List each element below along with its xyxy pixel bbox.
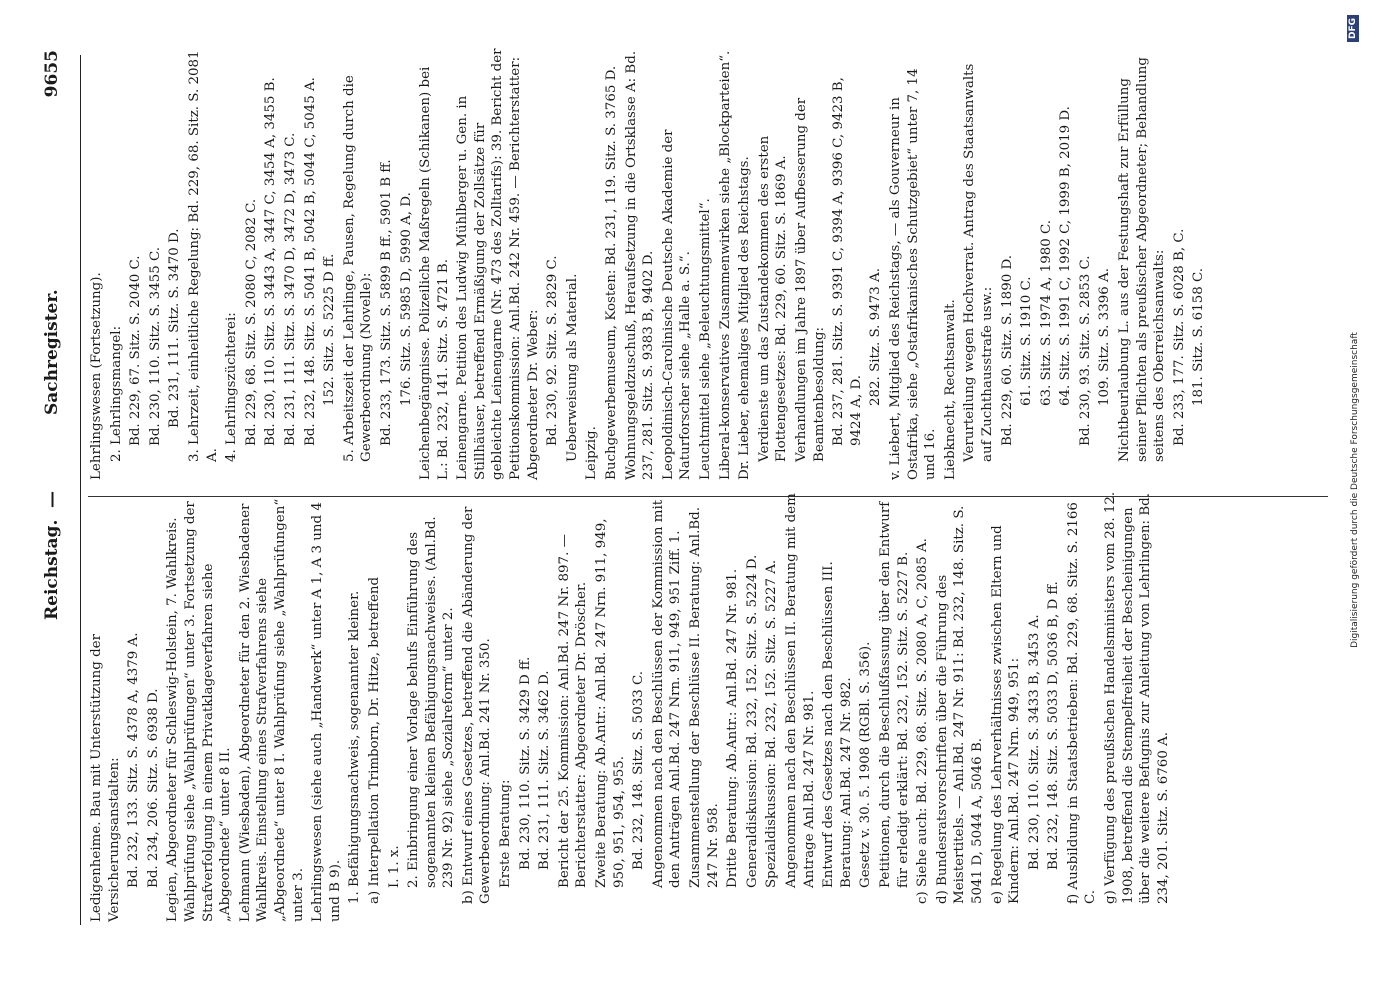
right-column-entry: Leichenbegängnisse. Polizeiliche Maßregeln (Schikanen) bei L.: Bd. 232, 141. Sitz. S. 4721 B. <box>418 66 451 480</box>
right-column-entry: Liebknecht, Rechtsanwalt. <box>942 299 958 480</box>
left-column-entry: Lehmann (Wiesbaden), Abgeordneter für den 2. Wiesbadener Wahlkreis. Einstellung eines Strafverfahrens siehe „Abgeordnete“ unter 8 I. Wahlprüfung siehe „Wahlprüfungen“ unter 3. <box>237 498 306 922</box>
left-column-entry: d) Bundesratsvorschriften über die Führung des Meistertitels. — Anl.Bd. 247 Nr. 911: Bd. 232, 148. Sitz. S. 5041 D, 5044 A, 5046 B. <box>934 505 985 904</box>
right-column-entry: Wohnungsgeldzuschuß, Heraufsetzung in die Ortsklasse A: Bd. 237, 281. Sitz. S. 9383 B, 9402 D. <box>623 50 657 480</box>
left-column-entry: Bd. 232, 133. Sitz. S. 4378 A, 4379 A. <box>126 632 142 888</box>
right-column-entry: Nichtbeurlaubung L. aus der Festungshaft zur Erfüllung seiner Pflichten als preußischer Abgeordneter; Behandlung seitens des Oberreichsanwalts: <box>1117 56 1168 462</box>
right-column-entry: Bd. 230, 93. Sitz. S. 2853 C. <box>1077 255 1093 446</box>
right-column-entry: Bd. 229, 68. Sitz. S. 2080 C, 2082 C. <box>243 198 259 446</box>
left-column-entry: Gesetz v. 30. 5. 1908 (RGBl. S. 356). <box>858 641 874 888</box>
right-column-entry: Liberal-konservatives Zusammenwirken siehe „Blockparteien“. <box>717 50 733 480</box>
right-column-entry: 181. Sitz. S. 6158 C. <box>1191 267 1207 406</box>
left-column-entry: e) Regelung des Lehrverhältnisses zwischen Eltern und Kindern: Anl.Bd. 247 Nrn. 949, 951: <box>989 525 1023 904</box>
right-column-entry: Leinengarne. Petition des Ludwig Mühlberger u. Gen. in Stillhäuser, betreffend Ermäßigung der Zollsätze für gebleichte Leinengarne (Nr. 473 des Zolltarifs): 39. Bericht der Petitionskommission: Anl.Bd. 242 Nr. 459. — Berichterstatter: Abgeordneter Dr. Weber: <box>455 48 541 480</box>
right-column-entry: 282. Sitz. S. 9473 A. <box>868 268 884 406</box>
left-column-entry: Ledigenheime. Bau mit Unterstützung der Versicherungsanstalten: <box>89 634 122 922</box>
left-column-entry: Spezialdiskussion: Bd. 232, 152. Sitz. S. 5227 A. <box>764 559 780 888</box>
left-column-entry: Dritte Beratung: Ab.Antr.: Anl.Bd. 247 Nr. 981. <box>725 568 741 888</box>
left-column <box>88 490 1174 922</box>
right-column-entry: Verdienste um das Zustandekommen des ersten Flottengesetzes: Bd. 229, 60. Sitz. S. 1869 A. <box>756 135 790 462</box>
left-column-entry: Bd. 231, 111. Sitz. S. 3462 D. <box>537 670 553 870</box>
right-column-entry: Verhandlungen im Jahre 1897 über Aufbesserung der Beamtenbesoldung: <box>793 97 827 462</box>
right-column-entry: 61. Sitz. S. 1910 C. <box>1019 276 1035 406</box>
left-column-entry: Entwurf des Gesetzes nach den Beschlüssen III. Beratung: Anl.Bd. 247 Nr. 982. <box>821 561 854 888</box>
right-column-entry: Ueberweisung als Material. <box>564 273 580 462</box>
left-column-entry: Lehrlingswesen (siehe auch „Handwerk“ unter A 1, A 3 und 4 und B 9). <box>310 502 343 922</box>
right-column-entry: Bd. 233, 173. Sitz. S. 5899 B ff., 5901 B ff. <box>378 159 394 446</box>
left-column-entry: I. 1. x. <box>386 845 402 888</box>
header-left: Reichstag. <box>42 519 62 620</box>
right-column-entry: Lehrlingswesen (Fortsetzung). <box>89 272 104 480</box>
right-column-entry: Bd. 231, 111. Sitz. S. 3470 D, 3472 D, 3473 C. <box>282 132 298 446</box>
right-column-entry: Bd. 230, 110. Sitz. S. 3455 C. <box>147 246 163 446</box>
left-column-entry: Erste Beratung: <box>498 779 514 888</box>
left-column-entry: Bd. 234, 206. Sitz. S. 6938 D. <box>145 688 161 888</box>
right-column-entry: 2. Lehrlingsmangel: <box>108 325 124 462</box>
right-column-entry: Bd. 232, 148. Sitz. S. 5041 B, 5042 B, 5044 C, 5045 A. <box>302 77 318 446</box>
right-column-entry: Dr. Lieber, ehemaliges Mitglied des Reichstags. <box>737 156 753 480</box>
page-number: 9655 <box>42 50 62 98</box>
left-column-entry: 1. Befähigungsnachweis, sogenannter kleiner. <box>347 590 363 904</box>
left-column-entry: b) Entwurf eines Gesetzes, betreffend die Abänderung der Gewerbeordnung: Anl.Bd. 241 Nr. 350. <box>460 506 494 904</box>
right-column-entry: Verurteilung wegen Hochverrat. Antrag des Staatsanwalts auf Zuchthausstrafe usw.: <box>962 63 995 462</box>
right-column-entry: 64. Sitz. S. 1991 C, 1992 C, 1999 B, 2019 D. <box>1058 106 1074 406</box>
right-column-entry: v. Liebert, Mitglied des Reichstags, — als Gouverneur in Ostafrika, siehe „Ostafrikanisches Schutzgebiet“ unter 7, 14 und 16. <box>887 68 939 480</box>
right-column-entry: 63. Sitz. S. 1974 A, 1980 C. <box>1038 219 1054 406</box>
header-right: Sachregister. <box>42 289 62 415</box>
left-column-entry: Bd. 232, 148. Sitz. S. 5033 D, 5036 B, D ff. <box>1046 581 1062 870</box>
right-column <box>88 48 1210 480</box>
left-column-entry: Zweite Beratung: Ab.Antr.: Anl.Bd. 247 Nrn. 911, 949, 950, 951, 954, 955. <box>594 518 627 888</box>
left-column-entry: a) Interpellation Trimborn, Dr. Hitze, betreffend <box>366 576 382 904</box>
right-column-entry: 3. Lehrzeit, einheitliche Regelung: Bd. 229, 68. Sitz. S. 2081 A. <box>186 50 220 462</box>
left-column-entry: Legien, Abgeordneter für Schleswig-Holstein, 7. Wahlkreis. Wahlprüfung siehe „Wahlprüfungen“ unter 3. Fortsetzung der Strafverfolgung in einem Privatklageverfahren siehe „Abgeordnete“ unter 8 II. <box>165 501 234 922</box>
left-column-entry: Generaldiskussion: Bd. 232, 152. Sitz. S. 5224 D. <box>744 554 760 888</box>
right-column-entry: 152. Sitz. S. 5225 D ff. <box>322 253 338 406</box>
left-column-entry: Angenommen nach den Beschlüssen der Kommission mit den Anträgen Anl.Bd. 247 Nrn. 911, 949, 951 Ziff. 1. <box>650 499 684 888</box>
left-column-entry: 2. Einbringung einer Vorlage behufs Einführung des sogenannten kleinen Befähigungsnachweises. (Anl.Bd. 239 Nr. 92) siehe „Sozialreform“ unter 2. <box>406 516 457 888</box>
left-column-entry: Petitionen, durch die Beschlußfassung über den Entwurf für erledigt erklärt: Bd. 232, 152. Sitz. S. 5227 B. <box>877 501 911 888</box>
right-column-entry: Bd. 229, 67. Sitz. S. 2040 C. <box>128 255 144 446</box>
right-column-entry: Bd. 237, 281. Sitz. S. 9391 C, 9394 A, 9396 C, 9423 B, 9424 A, D. <box>831 77 864 446</box>
right-column-entry: Buchgewerbemuseum, Kosten: Bd. 231, 119. Sitz. S. 3765 D. <box>604 65 620 480</box>
right-column-entry: 109. Sitz. S. 3396 A. <box>1097 268 1113 406</box>
left-column-entry: Angenommen nach den Beschlüssen II. Beratung mit dem Antrage Anl.Bd. 247 Nr. 981. <box>783 493 817 888</box>
left-column-entry: f) Ausbildung in Staatsbetrieben: Bd. 229, 68. Sitz. S. 2166 C. <box>1065 502 1099 904</box>
right-column-entry: Leopoldinisch-Carolinische Deutsche Akademie der Naturforscher siehe „Halle a. S.“. <box>660 129 694 480</box>
right-column-entry: 4. Lehrlingszüchterei: <box>224 312 240 462</box>
dfg-badge: DFG <box>1347 15 1359 42</box>
right-column-entry: 5. Arbeitszeit der Lehrlinge, Pausen, Regelung durch die Gewerbeordnung (Novelle): <box>341 75 375 462</box>
left-column-entry: Bericht der 25. Kommission: Anl.Bd. 247 Nr. 897. — Berichterstatter: Abgeordneter Dr. Dröscher. <box>556 534 590 888</box>
left-column-entry: c) Siehe auch: Bd. 229, 68. Sitz. S. 2080 A, C, 2085 A. <box>915 538 931 904</box>
left-column-entry: Bd. 230, 110. Sitz. S. 3429 D ff. <box>517 656 533 870</box>
header-rule <box>80 55 81 925</box>
right-column-entry: Bd. 229, 60. Sitz. S. 1890 D. <box>999 254 1015 446</box>
left-column-entry: Bd. 232, 148. Sitz. S. 5033 C. <box>631 670 647 870</box>
left-column-entry: g) Verfügung des preußischen Handelsministers vom 28. 12. 1908, betreffend die Stempelfreiheit der Bescheinigungen über die weitere Befugnis zur Anleitung von Lehrlingen: Bd. 234, 201. Sitz. S. 6760 A. <box>1103 491 1171 904</box>
left-column-entry: Bd. 230, 110. Sitz. S. 3433 B, 3453 A. <box>1026 614 1042 870</box>
page-header <box>42 0 72 1000</box>
header-separator: — <box>42 491 62 508</box>
footer-credit: Digitalisierung gefördert durch die Deutsche Forschungsgemeinschaft <box>1350 332 1360 648</box>
right-column-entry: Bd. 230, 92. Sitz. S. 2829 C. <box>545 255 561 446</box>
right-column-entry: Bd. 230, 110. Sitz. S. 3443 A, 3447 C, 3454 A, 3455 B. <box>263 77 279 446</box>
right-column-entry: Leipzig. <box>584 426 600 480</box>
left-column-entry: Zusammenstellung der Beschlüsse II. Beratung: Anl.Bd. 247 Nr. 958. <box>688 506 721 888</box>
right-column-entry: Bd. 233, 177. Sitz. S. 6028 B, C. <box>1171 228 1187 446</box>
right-column-entry: Bd. 231, 111. Sitz. S. 3470 D. <box>167 228 183 428</box>
right-column-entry: 176. Sitz. S. 5985 D, 5990 A, D. <box>398 192 414 406</box>
right-column-entry: Leuchtmittel siehe „Beleuchtungsmittel“. <box>698 198 713 480</box>
